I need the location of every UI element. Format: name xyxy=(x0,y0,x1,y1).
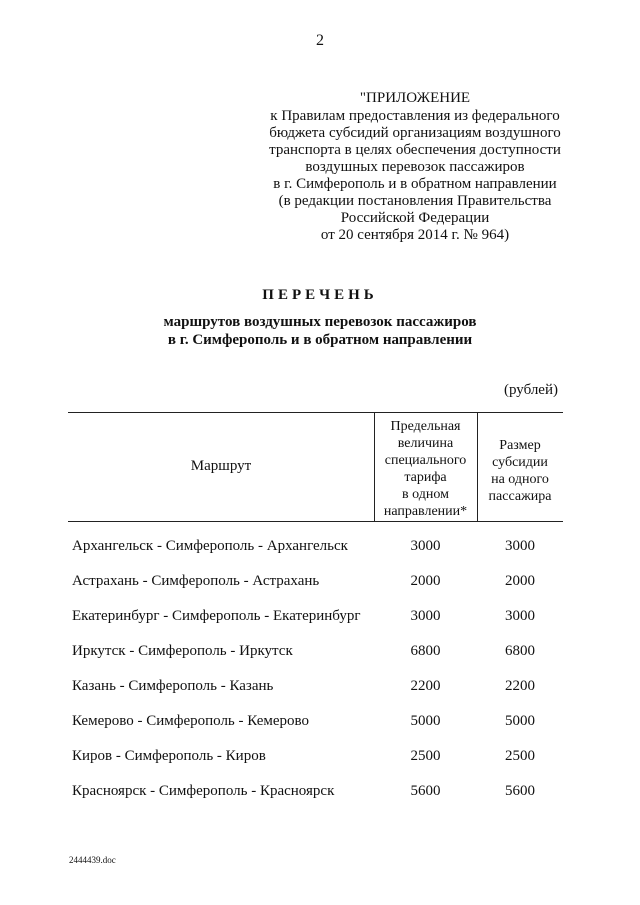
route-cell: Екатеринбург - Симферополь - Екатеринбург xyxy=(72,608,361,624)
route-cell: Казань - Симферополь - Казань xyxy=(72,678,274,694)
appendix-block xyxy=(250,90,580,244)
subsidy-cell: 2500 xyxy=(505,748,535,764)
subsidy-cell: 5000 xyxy=(505,713,535,729)
table-body xyxy=(0,538,640,818)
appendix-line: к Правилам предоставления из федерального xyxy=(270,108,560,124)
appendix-line: транспорта в целях обеспечения доступности xyxy=(269,142,561,158)
header-subsidy-line: пассажира xyxy=(488,489,552,504)
document-title: ПЕРЕЧЕНЬ xyxy=(262,287,378,303)
tariff-cell: 5000 xyxy=(410,713,441,729)
tariff-cell: 2200 xyxy=(410,678,441,694)
header-tariff-line: Предельная xyxy=(390,419,461,434)
appendix-line: (в редакции постановления Правительства xyxy=(278,193,552,209)
tariff-cell: 6800 xyxy=(410,643,441,659)
table-row xyxy=(0,538,640,573)
page-number: 2 xyxy=(316,32,324,49)
header-tariff-line: тарифа xyxy=(404,470,447,485)
header-subsidy xyxy=(477,437,563,505)
subsidy-cell: 2000 xyxy=(505,573,535,589)
file-reference: 2444439.doc xyxy=(69,855,116,865)
header-route: Маршрут xyxy=(190,458,252,474)
route-cell: Архангельск - Симферополь - Архангельск xyxy=(72,538,348,554)
header-subsidy-line: Размер xyxy=(499,438,541,453)
subsidy-cell: 2200 xyxy=(505,678,535,694)
document-subtitle xyxy=(0,313,640,349)
header-tariff-line: специального xyxy=(384,453,467,468)
subsidy-cell: 3000 xyxy=(505,538,535,554)
appendix-line: бюджета субсидий организациям воздушного xyxy=(269,125,561,141)
header-tariff-line: величина xyxy=(397,436,454,451)
route-cell: Киров - Симферополь - Киров xyxy=(72,748,266,764)
header-subsidy-line: на одного xyxy=(491,472,549,487)
route-cell: Красноярск - Симферополь - Красноярск xyxy=(72,783,335,799)
header-subsidy-line: субсидии xyxy=(492,455,548,470)
subtitle-line: маршрутов воздушных перевозок пассажиров xyxy=(163,314,477,330)
header-tariff xyxy=(374,418,477,520)
appendix-line: Российской Федерации xyxy=(340,210,490,226)
tariff-cell: 3000 xyxy=(410,538,441,554)
subtitle-line: в г. Симферополь и в обратном направлении xyxy=(167,332,473,348)
appendix-heading: "ПРИЛОЖЕНИЕ xyxy=(359,90,471,106)
tariff-cell: 2500 xyxy=(410,748,441,764)
table-row xyxy=(0,573,640,608)
table-row xyxy=(0,608,640,643)
tariff-cell: 3000 xyxy=(410,608,441,624)
subsidy-cell: 6800 xyxy=(505,643,535,659)
tariff-cell: 5600 xyxy=(410,783,441,799)
table-top-rule xyxy=(68,412,563,413)
subsidy-cell: 5600 xyxy=(505,783,535,799)
table-row xyxy=(0,713,640,748)
units-note: (рублей) xyxy=(503,382,558,398)
route-cell: Иркутск - Симферополь - Иркутск xyxy=(72,643,293,659)
route-cell: Астрахань - Симферополь - Астрахань xyxy=(72,573,320,589)
route-cell: Кемерово - Симферополь - Кемерово xyxy=(72,713,309,729)
header-tariff-line: направлении* xyxy=(383,504,468,519)
table-row xyxy=(0,678,640,713)
table-row xyxy=(0,748,640,783)
table-row xyxy=(0,783,640,818)
subsidy-cell: 3000 xyxy=(505,608,535,624)
table-row xyxy=(0,643,640,678)
table-header-rule xyxy=(68,521,563,522)
appendix-line: в г. Симферополь и в обратном направлении xyxy=(273,176,557,192)
header-tariff-line: в одном xyxy=(402,487,449,502)
tariff-cell: 2000 xyxy=(410,573,441,589)
appendix-line: воздушных перевозок пассажиров xyxy=(305,159,525,175)
appendix-line: от 20 сентября 2014 г. № 964) xyxy=(320,227,510,243)
